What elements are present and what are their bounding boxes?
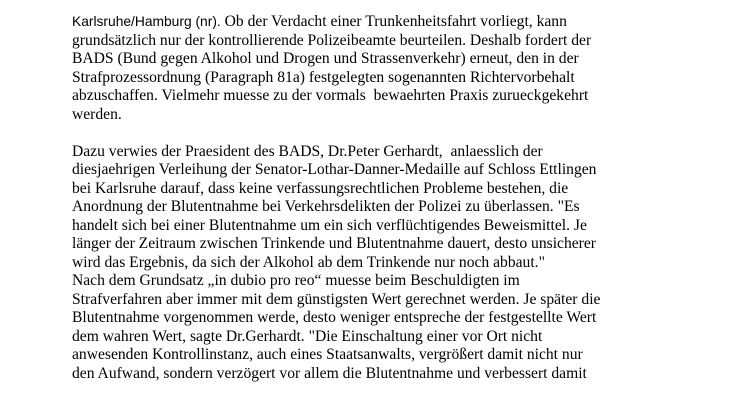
paragraph-2-line-2: diesjaehrigen Verleihung der Senator-Lothar-Danner-Medaille auf Schloss Ettlingen <box>72 161 597 178</box>
paragraph-1-line-1-text: Ob der Verdacht einer Trunkenheitsfahrt vorliegt, kann <box>220 13 567 30</box>
paragraph-2-line-6: länger der Zeitraum zwischen Trinkende und Blutentnahme dauert, desto unsicherer <box>72 235 596 252</box>
article-body <box>72 13 732 383</box>
paragraph-1-line-5: abzuschaffen. Vielmehr muesse zu der vormals bewaehrten Praxis zurueckgekehrt <box>72 87 589 104</box>
paragraph-2-line-13: den Aufwand, sondern verzögert vor allem die Blutentnahme und verbessert damit <box>72 364 587 382</box>
paragraph-2-line-5: handelt sich bei einer Blutentnahme um ein sich verflüchtigendes Beweismittel. Je <box>72 216 587 234</box>
paragraph-2-line-1: Dazu verwies der Praesident des BADS, Dr.Peter Gerhardt, anlaesslich der <box>72 142 543 160</box>
paragraph-1-line-4: Strafprozessordnung (Paragraph 81a) festgelegten sogenannten Richtervorbehalt <box>72 68 575 86</box>
paragraph-gap <box>72 124 732 143</box>
paragraph-1-line-2: grundsätzlich nur der kontrollierende Polizeibeamte beurteilen. Deshalb fordert der <box>72 31 592 49</box>
paragraph-1-line-6: werden. <box>72 105 122 123</box>
paragraph-2-line-7: wird das Ergebnis, da sich der Alkohol ab dem Trinkende nur noch abbaut." <box>72 253 545 271</box>
paragraph-2-line-11: dem wahren Wert, sagte Dr.Gerhardt. "Die Einschaltung einer vor Ort nicht <box>72 327 543 345</box>
dateline: Karlsruhe/Hamburg (nr). <box>72 14 221 29</box>
paragraph-2-line-4: Anordnung der Blutentnahme bei Verkehrsdelikten der Polizei zu überlassen. "Es <box>72 198 580 215</box>
paragraph-2-line-10: Blutentnahme vorgenommen werde, desto weniger entspreche der festgestellte Wert <box>72 309 597 326</box>
paragraph-1-line-1 <box>72 13 732 32</box>
paragraph-1-line-3: BADS (Bund gegen Alkohol und Drogen und Strassenverkehr) erneut, den in der <box>72 50 579 67</box>
paragraph-2-line-9: Strafverfahren aber immer mit dem günstigsten Wert gerechnet werden. Je später die <box>72 290 601 308</box>
paragraph-2-line-8: Nach dem Grundsatz „in dubio pro reo“ muesse beim Beschuldigten im <box>72 272 520 289</box>
paragraph-2-line-12: anwesenden Kontrollinstanz, auch eines Staatsanwalts, vergrößert damit nicht nur <box>72 346 583 363</box>
paragraph-2-line-3: bei Karlsruhe darauf, dass keine verfassungsrechtlichen Probleme bestehen, die <box>72 179 569 197</box>
